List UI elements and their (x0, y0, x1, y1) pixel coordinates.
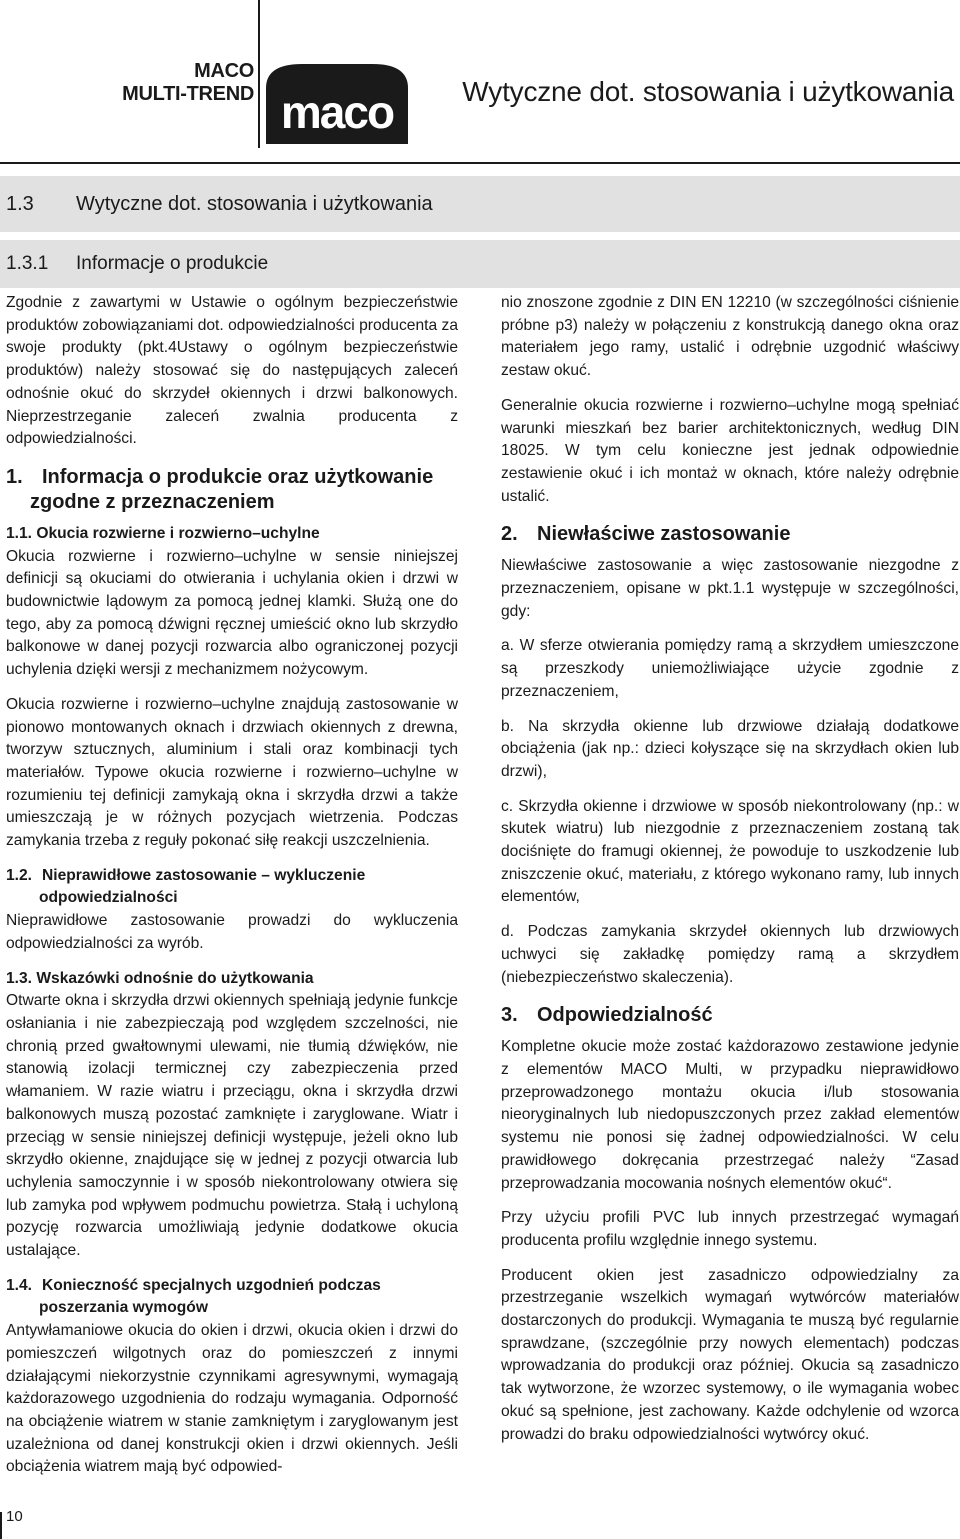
heading-3-number: 3. (501, 1004, 518, 1027)
paragraph-3-a: Kompletne okucie może zostać każdorazowo zestawione jedynie z elementów MACO Multi, w przypadku nieprawidłowo przeprowadzonego montażu okucia i/lub stosowania nieoryginalnych lub niedopuszczonych przez zakład elementów systemu nie ponosi się żadnej odpowiedzialności. W celu prawidłowego dokręcania przestrzegać należy “Zasad przeprowadzania mocowania nośnych elementów okuć“. (501, 1038, 959, 1192)
left-column (6, 292, 458, 1479)
paragraph-1-1-a: Okucia rozwierne i rozwierno–uchylne w sensie niniejszej definicji są okuciami do otwierania i uchylania okien i drzwi w budownictwie lądowym za pomocą jednej klamki. Służą one do tego, aby za pomocą dźwigni ręcznej umieścić okno lub skrzydło balkonowe w danej pozycji rozwarcia albo ograniczonej pozycji uchylenia dzięki wersji z mechanizmem nożycowym. (6, 547, 458, 679)
list-item-b: b. Na skrzydła okienne lub drzwiowe działają dodatkowe obciążenia (jak np.: dzieci kołyszące się na skrzydłach okien lub drzwi), (501, 717, 959, 780)
heading-1-number: 1. (6, 465, 23, 488)
intro-paragraph: Zgodnie z zawartymi w Ustawie o ogólnym bezpieczeństwie produktów zobowiązaniami dot. odpowiedzialności producenta za swoje produkty (pkt.4Ustawy o ogólnym bezpieczeństwie produktów) należy stosować się do następujących zaleceń odnośnie okuć do skrzydeł okiennych i drzwi balkonowych. Nieprzestrzeganie zaleceń zwalnia producenta z odpowiedzialności. (6, 294, 458, 448)
paragraph-1-3: Otwarte okna i skrzydła drzwi okiennych spełniają jedynie funkcje osłaniania i nie zabezpieczają pod względem szczelności, nie chronią przed gwałtownymi ulewami, nie tłumią dźwięków, nie stanowią izolacji termicznej czy zabezpieczenia przed włamaniem. W razie wiatru i przeciągu, okna i skrzydła drzwi balkonowych muszą pozostać zamknięte i zaryglowane. Wiatr i przeciąg w sensie niniejszej definicji występuje, jeżeli okno lub skrzydło okienne, znajdujące się w jednej z pozycji otwarcia lub uchylenia samoczynnie i w sposób niekontrolowany otwiera się lub zamyka pod wpływem podmuchu powietrza. Stałą i uchyloną pozycję rozwarcia umożliwiają jedynie dodatkowe okucia ustalające. (6, 992, 458, 1260)
subsection-heading-bar (0, 240, 960, 288)
paragraph-3-c: Producent okien jest zasadniczo odpowiedzialny za przestrzeganie wszelkich wymagań wytwórców materiałów dostarczonych do produkcji. Wymagania te muszą być regularnie sprawdzane, (szczególnie przy nowych elementach) podczas wprowadzania do produkcji oraz później. Okucia są zasadniczo tak wytworzone, że wzorzec systemowy, o ile wymagania wobec okuć są spełnione, jest zachowany. Każde odchylenie od wzorca prowadzi do braku odpowiedzialności wytwórcy okuć. (501, 1266, 959, 1443)
heading-2 (501, 522, 959, 547)
logo-mark-text: maco (280, 86, 394, 138)
subsection-title: Informacje o produkcie (76, 253, 269, 274)
brand-logo-text (112, 60, 254, 106)
header-divider (258, 0, 260, 148)
heading-3-title: Odpowiedzialność (537, 1004, 713, 1027)
right-column (501, 292, 959, 1458)
section-heading-bar (0, 176, 960, 232)
heading-1-2 (6, 865, 458, 910)
page-number: 10 (6, 1508, 23, 1525)
heading-1-2-line2: odpowiedzialności (39, 889, 178, 907)
heading-1-4-line2: poszerzania wymogów (39, 1299, 208, 1317)
list-item-c: c. Skrzydła okienne i drzwiowe w sposób niekontrolowany (np.: w skutek wiatru) lub niezgodnie z przeznaczeniem zostaną tak dociśnięte do framugi okiennej, że powoduje to uszkodzenie lub zniszczenie okuć, materiału, z którego wykonano ramy, lub innych elementów, (501, 797, 959, 906)
heading-3 (501, 1003, 959, 1028)
heading-1-line1: Informacja o produkcie oraz użytkowanie (42, 465, 434, 488)
heading-1-4-number: 1.4. (6, 1276, 33, 1294)
page-header-title: Wytyczne dot. stosowania i użytkowania (462, 76, 954, 107)
subsection-number: 1.3.1 (6, 253, 49, 274)
heading-1-4 (6, 1275, 458, 1320)
maco-logo-mark (262, 58, 412, 148)
section-number: 1.3 (6, 193, 34, 215)
footer-divider (0, 1512, 2, 1539)
logo-line-maco: MACO (194, 60, 254, 82)
header-rule (0, 162, 960, 164)
paragraph-2: Niewłaściwe zastosowanie a więc zastosowanie niezgodne z przeznaczeniem, opisane w pkt.1.1 występuje w szczególności, gdy: (501, 557, 959, 620)
list-item-d: d. Podczas zamykania skrzydeł okiennych lub drzwiowych uchwyci się zakładkę pomiędzy ramą a skrzydłem (niebezpieczeństwo skaleczenia). (501, 923, 959, 986)
section-title: Wytyczne dot. stosowania i użytkowania (76, 193, 433, 215)
heading-2-title: Niewłaściwe zastosowanie (537, 523, 791, 546)
heading-1-4-line1: Konieczność specjalnych uzgodnień podczas (42, 1276, 381, 1294)
list-item-a: a. W sferze otwierania pomiędzy ramą a skrzydłem umieszczone są przeszkody uniemożliwiające użycie zgodnie z przeznaczeniem, (501, 637, 959, 700)
paragraph-1-1-b: Okucia rozwierne i rozwierno–uchylne znajdują zastosowanie w pionowo montowanych oknach i drzwiach okiennych z drewna, tworzyw sztucznych, aluminium i stali oraz kombinacji tych materiałów. Typowe okucia rozwierne i rozwierno–uchylne w rozumieniu tej definicji zamykają okna i skrzydła drzwi a także umieszczają je w różnych pozycjach wietrzenia. Podczas zamykania trzeba z reguły pokonać siłę reakcji uszczelnienia. (6, 695, 458, 850)
heading-2-number: 2. (501, 523, 518, 546)
heading-1-line2: zgodne z przeznaczeniem (30, 490, 275, 513)
paragraph-accessibility: Generalnie okucia rozwierne i rozwierno–uchylne mogą spełniać warunki mieszkań bez barier architektonicznych, według DIN 18025. W tym celu konieczne jest jednak odpowiednie zestawienie okuć i ich montaż w oknach, które należy odrębnie ustalić. (501, 396, 959, 505)
paragraph-1-4: Antywłamaniowe okucia do okien i drzwi, okucia okien i drzwi do pomieszczeń wilgotnych oraz do pomieszczeń z innymi działającymi niekorzystnie czynnikami agresywnymi, wymagają każdorazowego uzgodnienia do rodzaju wymagania. Odporność na obciążenie wiatrem w stanie zamkniętym i zaryglowanym jest uzależniona od danej konstrukcji okien i drzwi okiennych. Jeśli obciążenia wiatrem mają być odpowied- (6, 1322, 458, 1476)
logo-line-multitrend: MULTI-TREND (122, 83, 254, 105)
continued-paragraph: nio znoszone zgodnie z DIN EN 12210 (w szczególności ciśnienie próbne p3) należy w połączeniu z konstrukcją danego okna oraz materiałem jego ramy, ustalić i odrębnie uzgodnić właściwy zestaw okuć. (501, 294, 959, 380)
heading-1-2-line1: Nieprawidłowe zastosowanie – wykluczenie (42, 866, 366, 884)
heading-1 (6, 465, 458, 515)
heading-1-3: 1.3. Wskazówki odnośnie do użytkowania (6, 969, 314, 987)
paragraph-3-b: Przy użyciu profili PVC lub innych przestrzegać wymagań producenta profilu względnie innego systemu. (501, 1209, 959, 1249)
heading-1-1: 1.1. Okucia rozwierne i rozwierno–uchylne (6, 524, 320, 542)
paragraph-1-2: Nieprawidłowe zastosowanie prowadzi do wykluczenia odpowiedzialności za wyrób. (6, 912, 458, 952)
heading-1-2-number: 1.2. (6, 866, 33, 884)
